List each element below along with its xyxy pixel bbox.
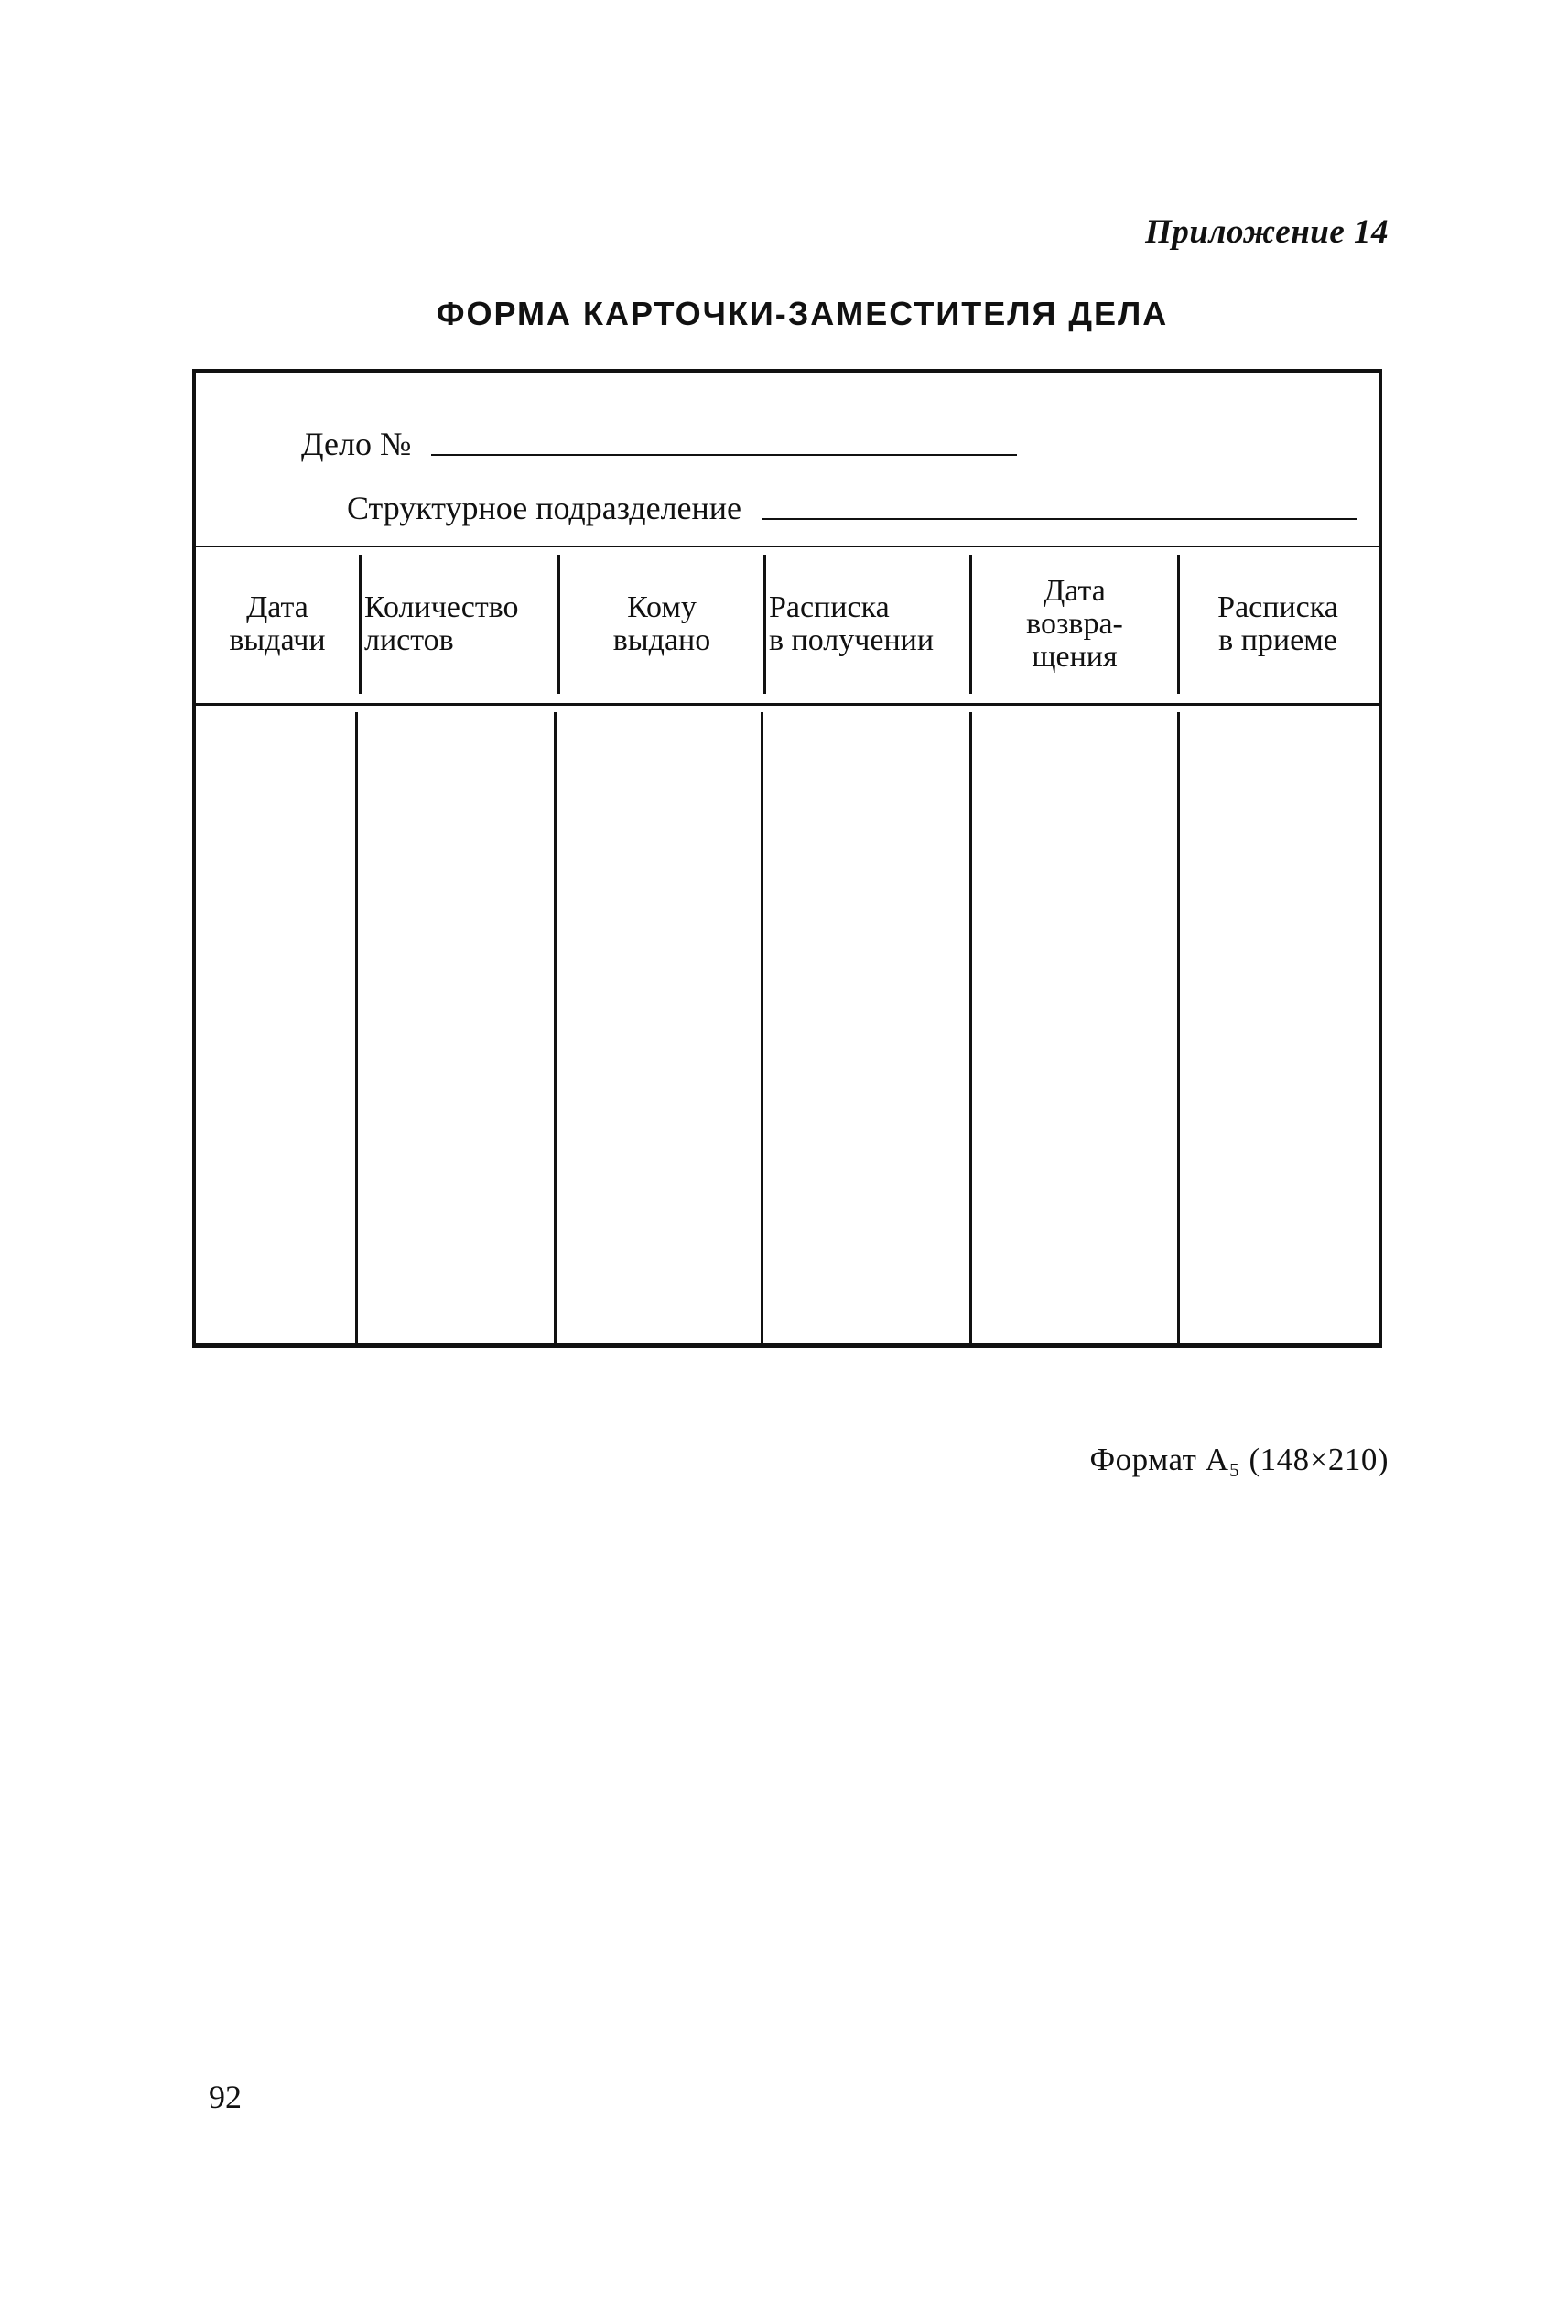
column-header-sheet-count: Количество листов (364, 590, 519, 657)
header-divider (196, 546, 1379, 547)
column-header-return-date: Дата возвра- щения (1026, 574, 1123, 674)
column-header-divider (196, 703, 1379, 706)
case-number-field (301, 425, 1017, 463)
column-divider (557, 555, 560, 694)
column-header-issue-date: Дата выдачи (229, 590, 326, 657)
appendix-label: Приложение 14 (1145, 213, 1389, 251)
substitute-card-form (192, 369, 1382, 1348)
case-number-blank (431, 453, 1017, 456)
column-divider (355, 712, 358, 1344)
column-divider (761, 712, 763, 1344)
structural-unit-label: Структурное подразделение (347, 490, 742, 526)
case-number-label: Дело № (301, 426, 412, 462)
column-header-receipt-signature: Расписка в получении (769, 590, 935, 657)
form-title: ФОРМА КАРТОЧКИ-ЗАМЕСТИТЕЛЯ ДЕЛА (436, 295, 1169, 332)
column-header-return-signature: Расписка в приеме (1217, 590, 1338, 657)
format-note: Формат A₅ (148×210) (1089, 1442, 1389, 1477)
column-header-issued-to: Кому выдано (612, 590, 711, 657)
page-number: 92 (209, 2079, 242, 2115)
column-divider (1177, 555, 1180, 694)
column-divider (1177, 712, 1180, 1344)
column-divider (969, 712, 972, 1344)
column-divider (554, 712, 557, 1344)
column-divider (763, 555, 766, 694)
column-divider (359, 555, 362, 694)
structural-unit-blank (762, 517, 1357, 520)
structural-unit-field (347, 489, 1357, 527)
column-divider (969, 555, 972, 694)
